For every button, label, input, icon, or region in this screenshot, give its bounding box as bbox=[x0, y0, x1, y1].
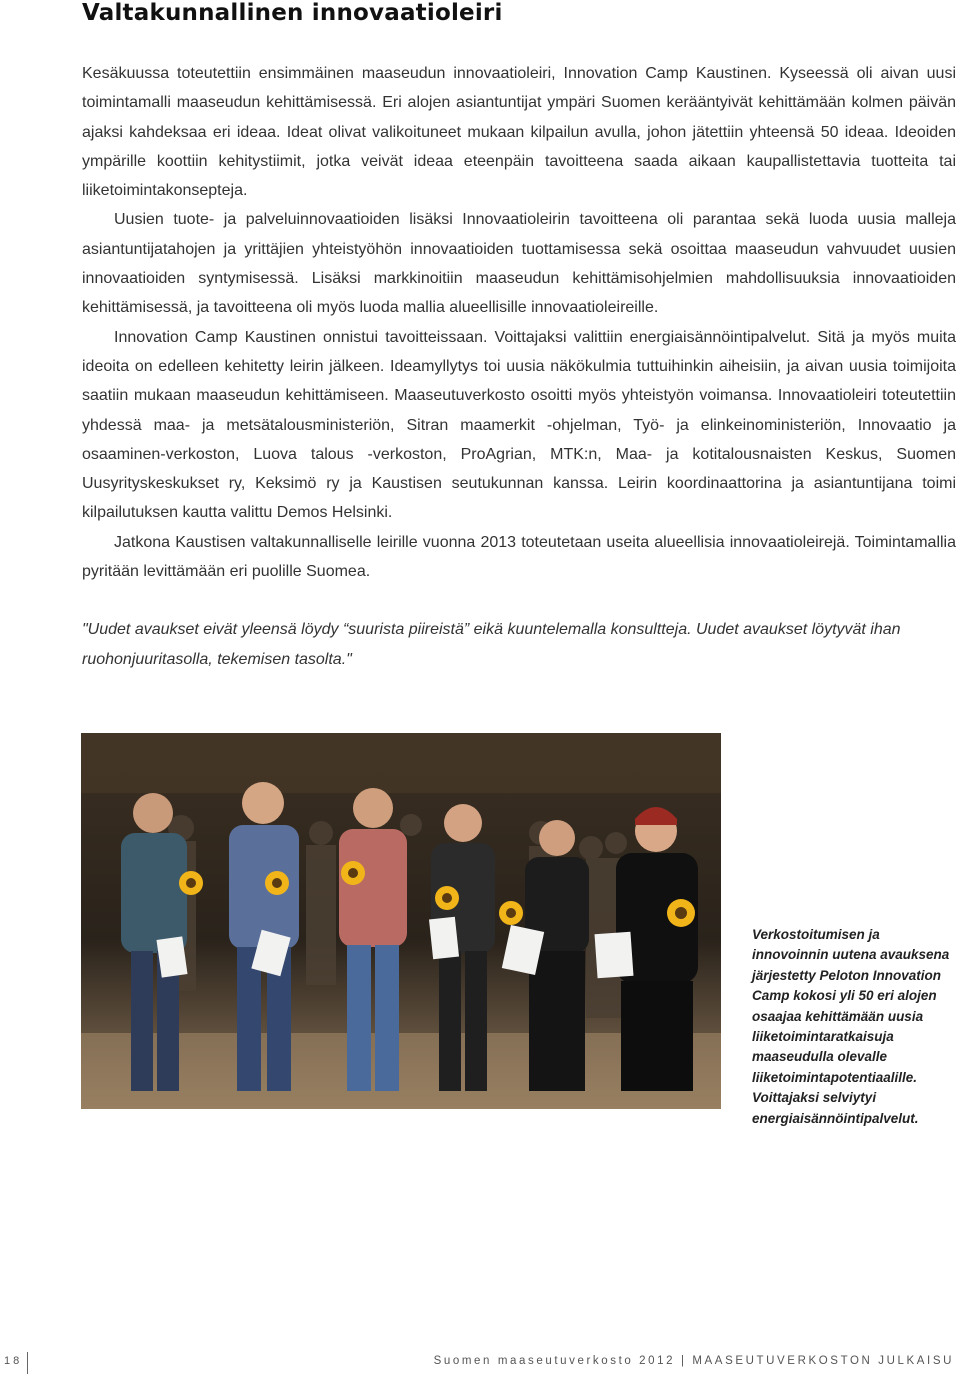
footer-divider bbox=[27, 1352, 28, 1374]
page-title: Valtakunnallinen innovaatioleiri bbox=[82, 0, 503, 26]
article-body bbox=[82, 59, 956, 586]
paragraph-2: Uusien tuote- ja palveluinnovaatioiden lisäksi Innovaatioleirin tavoitteena oli parantaa sekä luoda uusia malleja asiantuntijatahojen ja yrittäjien yhteistyöhön innovaatioiden tuottamisessa sekä osoittaa maaseudun vahvuudet uusien innovaatioiden syntymisessä. Lisäksi markkinoitiin maaseudun kehittämisohjelmien mahdollisuuksia innovaatioiden kehittämisessä, ja tavoitteena oli myös luoda mallia alueellisille innovaatioleireille. bbox=[82, 211, 956, 317]
page-footer bbox=[0, 1352, 960, 1374]
paragraph-1: Kesäkuussa toteutettiin ensimmäinen maaseudun innovaatioleiri, Innovation Camp Kaustinen. Kyseessä oli aivan uusi toimintamalli maaseudun kehittämisessä. Eri alojen asiantuntijat ympäri Suomen kerääntyivät kehittämään kolmen päivän ajaksi kahdeksaa eri ideaa. Ideat olivat valikoituneet mukaan kilpailun avulla, johon jätettiin yhteensä 50 ideaa. Ideoiden ympärille koottiin kehitystiimit, jotka veivät ideaa eteenpäin tavoitteena saada aikaan kaupallistettavia tuotteita tai liiketoimintakonsepteja. bbox=[82, 65, 956, 200]
photo-caption: Verkostoitumisen ja innovoinnin uutena avauksena järjestetty Peloton Innovation Camp kokosi yli 50 eri alojen osaajaa kehittämään uusia liiketoimintaratkaisuja maaseudulla olevalle liiketoimintapotentiaalille. Voittajaksi selviytyi energiaisännöintipalvelut. bbox=[752, 927, 950, 1126]
group-photo bbox=[81, 733, 721, 1109]
group-photo-icon bbox=[81, 733, 721, 1109]
publication-name: Suomen maaseutuverkosto 2012 | MAASEUTUVERKOSTON JULKAISU bbox=[433, 1355, 954, 1367]
paragraph-4: Jatkona Kaustisen valtakunnalliselle leirille vuonna 2013 toteutetaan useita alueellisia innovaatioleirejä. Toimintamallia pyritään levittämään eri puolille Suomea. bbox=[82, 533, 956, 581]
page-number: 18 bbox=[4, 1355, 23, 1367]
paragraph-3: Innovation Camp Kaustinen onnistui tavoitteissaan. Voittajaksi valittiin energiaisännöintipalvelut. Sitä ja myös muita ideoita on edelleen kehitetty leirin jälkeen. Ideamyllytys toi uusia näkökulmia tuttuihinkin aiheisiin, ja aivan uusia toimijoita saatiin mukaan maaseudun kehittämiseen. Maaseutuverkosto osoitti myös yhteistyön voimansa. Innovaatioleiri toteutettiin yhdessä maa- ja metsätalousministeriön, Sitran maamerkit -ohjelman, Työ- ja elinkeinoministeriön, Innovaatio ja osaaminen-verkoston, Luova talous -verkoston, ProAgrian, MTK:n, Maa- ja kotitalousnaisten Keskus, Suomen Uusyrityskeskukset ry, Keksimö ry ja Kaustisen seutukunnan kanssa. Leirin koordinaattorina ja asiantuntijana toimi kilpailutuksen kautta valittu Demos Helsinki. bbox=[82, 328, 956, 522]
pull-quote: "Uudet avaukset eivät yleensä löydy “suurista piireistä” eikä kuuntelemalla konsultteja. Uudet avaukset löytyvät ihan ruohonjuuritasolla, tekemisen tasolta." bbox=[82, 621, 901, 668]
